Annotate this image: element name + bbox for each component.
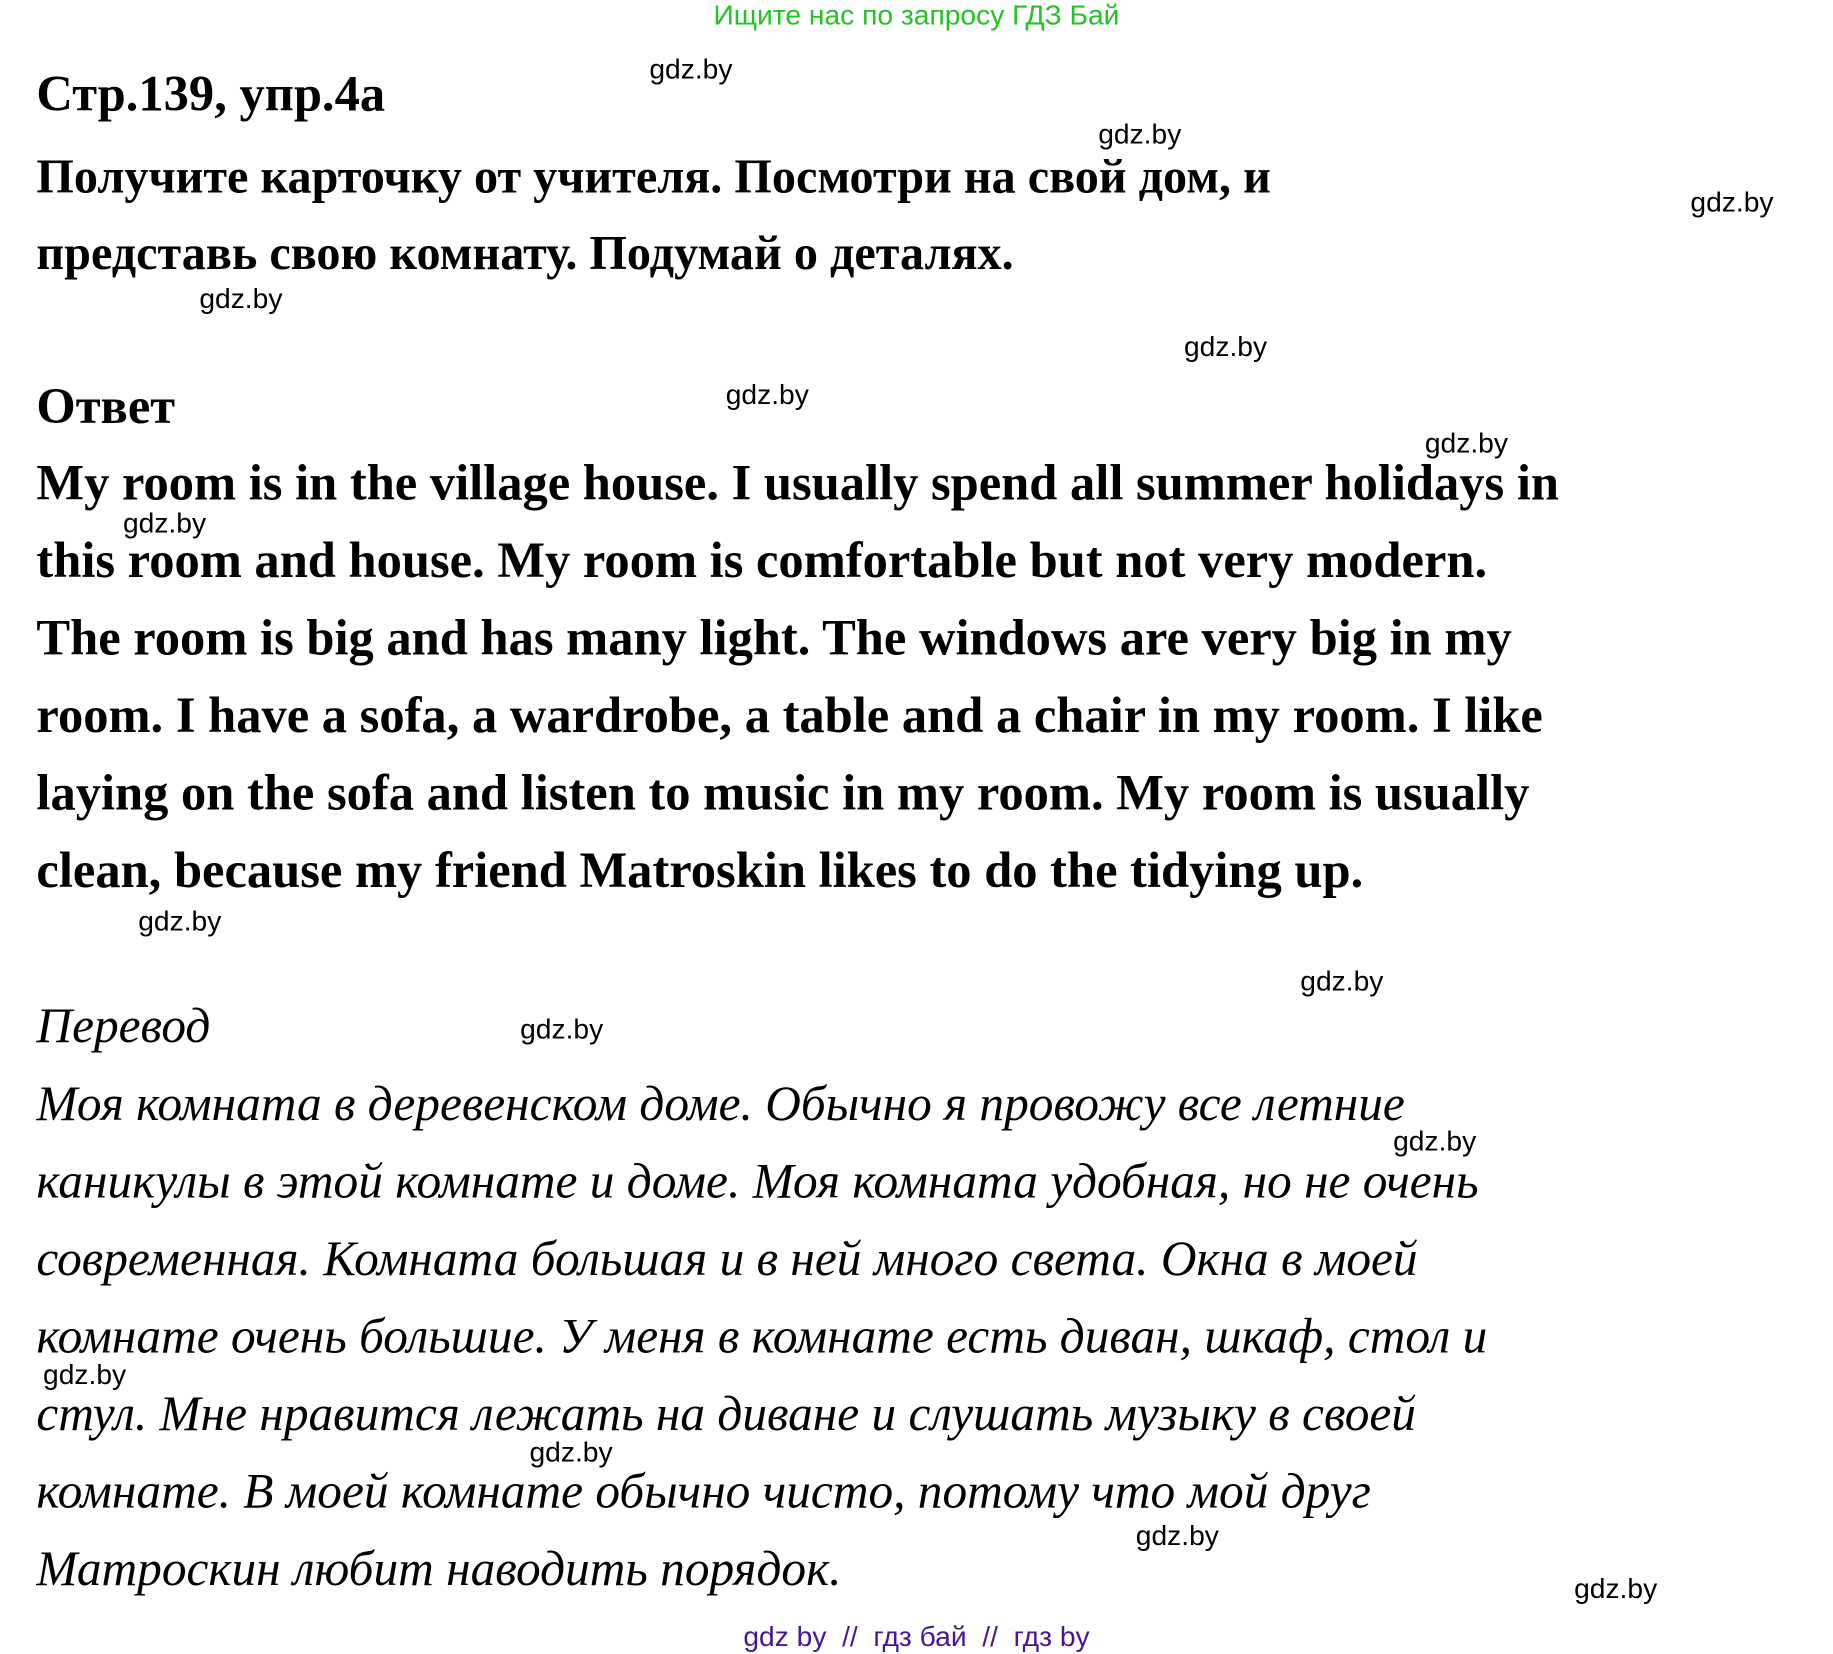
translation-line: комнате. В моей комнате обычно чисто, потому что мой друг xyxy=(36,1465,1371,1520)
translation-heading: Перевод xyxy=(36,999,211,1054)
watermark: gdz.by xyxy=(529,1437,613,1469)
footer-banner: gdz by // гдз бай // гдз by xyxy=(743,1621,1090,1654)
task-line: Получите карточку от учителя. Посмотри на свой дом, и xyxy=(36,149,1271,204)
watermark: gdz.by xyxy=(1424,427,1508,460)
watermark: gdz.by xyxy=(1135,1520,1219,1553)
translation-line: Моя комната в деревенском доме. Обычно я провожу все летние xyxy=(36,1077,1405,1132)
watermark: gdz.by xyxy=(199,283,283,315)
watermark: gdz.by xyxy=(1690,186,1774,219)
watermark: gdz.by xyxy=(1393,1125,1477,1158)
watermark: gdz.by xyxy=(725,379,809,412)
translation-line: комнате очень большие. У меня в комнате есть диван, шкаф, стол и xyxy=(36,1310,1488,1365)
watermark: gdz.by xyxy=(138,905,222,938)
answer-line: laying on the sofa and listen to music in my room. My room is usually xyxy=(36,766,1530,822)
answer-line: My room is in the village house. I usually spend all summer holidays in xyxy=(36,455,1559,512)
watermark: gdz.by xyxy=(1183,331,1268,364)
translation-line: каникулы в этой комнате и доме. Моя комната удобная, но не очень xyxy=(36,1155,1479,1210)
watermark: gdz.by xyxy=(1300,965,1384,998)
watermark: gdz.by xyxy=(520,1014,604,1046)
translation-line: стул. Мне нравится лежать на диване и слушать музыку в своей xyxy=(36,1387,1416,1442)
watermark: gdz.by xyxy=(649,54,733,86)
answer-heading: Ответ xyxy=(36,379,176,435)
task-line: представь свою комнату. Подумай о деталях. xyxy=(36,225,1014,280)
translation-line: Матроскин любит наводить порядок. xyxy=(36,1542,842,1597)
page-title: Стр.139, упр.4а xyxy=(36,66,386,123)
watermark: gdz.by xyxy=(1098,118,1182,151)
watermark: gdz.by xyxy=(1574,1573,1658,1606)
answer-line: this room and house. My room is comfortable but not very modern. xyxy=(36,533,1488,589)
translation-line: современная. Комната большая и в ней много света. Окна в моей xyxy=(36,1232,1418,1287)
answer-line: clean, because my friend Matroskin likes to do the tidying up. xyxy=(36,843,1364,899)
watermark: gdz.by xyxy=(122,507,207,540)
answer-line: room. I have a sofa, a wardrobe, a table and a chair in my room. I like xyxy=(36,688,1543,744)
watermark: gdz.by xyxy=(43,1359,127,1392)
header-banner: Ищите нас по запросу ГДЗ Бай xyxy=(713,0,1120,32)
answer-line: The room is big and has many light. The windows are very big in my xyxy=(36,611,1512,667)
